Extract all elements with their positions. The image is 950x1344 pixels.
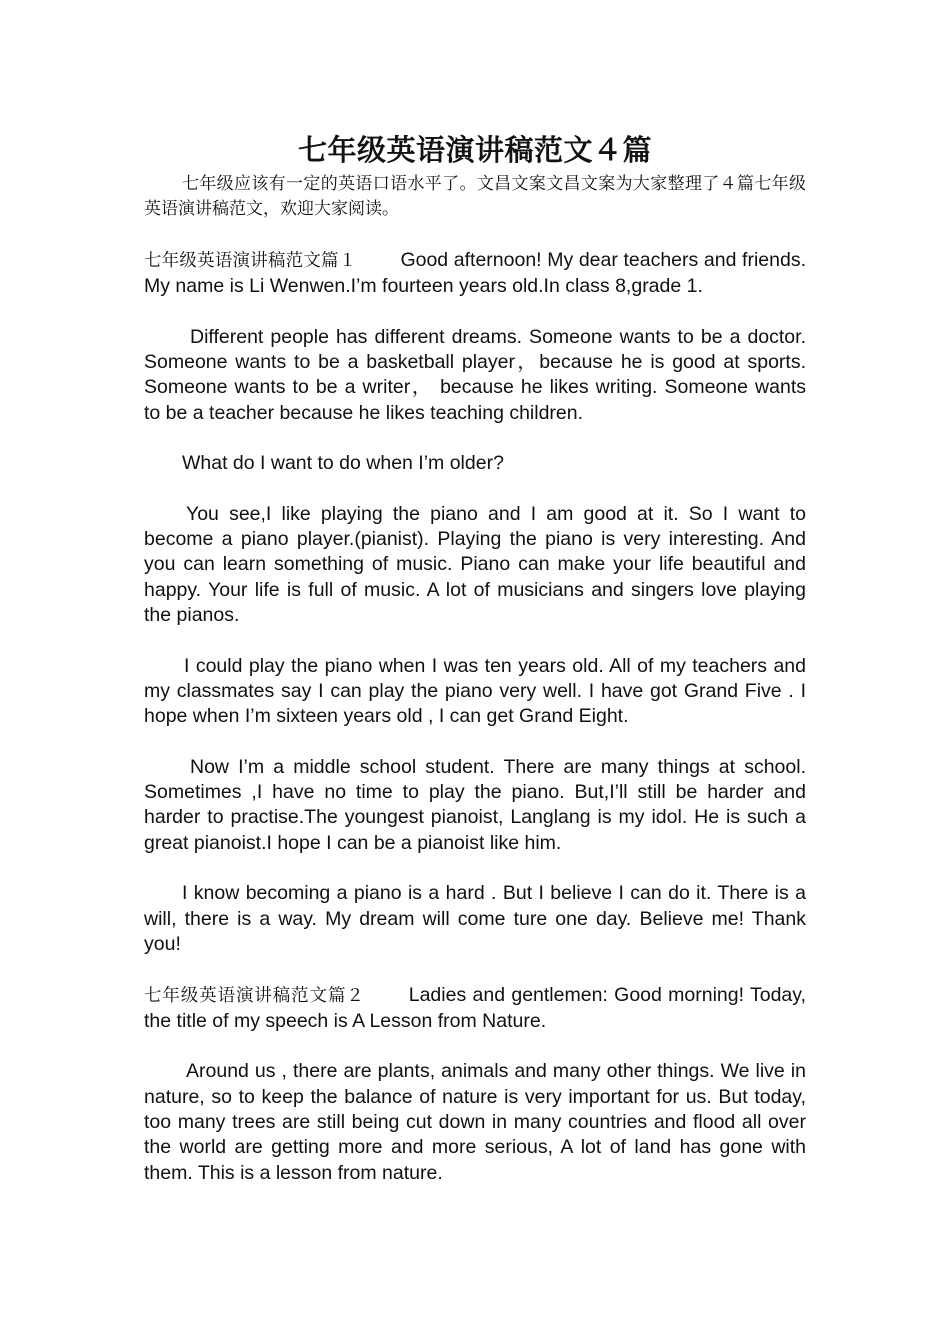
section1-heading: 七年级英语演讲稿范文篇１ [144,250,357,271]
section1-paragraph-5: Now I’m a middle school student. There are many things at school. Sometimes ,I have no time to play the piano. But,I’ll still be harder and harder to practise.The youngest pianoist, Langlang is my idol. He is such a great pianoist.I hope I can be a pianoist like him. [144,755,806,854]
section1-paragraph-1: Different people has different dreams. Someone wants to be a doctor. Someone wants to be a basketball player，because he is good at sports. Someone wants to be a writer， because he likes writing. Someone wants to be a teacher because he likes teaching children. [144,325,806,424]
paragraph-gap [144,856,806,881]
section2-opening-text: Ladies and gentlemen: Good morning! Today, the title of my speech is A Lesson from Nature. [144,983,806,1032]
section2-opening [144,983,806,1035]
paragraph-gap [144,299,806,324]
paragraph-gap [144,628,806,653]
paragraph-gap [144,426,806,451]
document-page [144,128,806,1186]
paragraph-gap [144,223,806,248]
section1-paragraph-2: What do I want to do when I’m older? [182,452,504,475]
section1-opening [144,248,806,300]
paragraph-gap [144,477,806,502]
intro-paragraph: 七年级应该有一定的英语口语水平了。文昌文案文昌文案为大家整理了４篇七年级英语演讲稿范文，欢迎大家阅读。 [144,174,806,220]
paragraph-gap [144,957,806,982]
document-title: 七年级英语演讲稿范文４篇 [297,133,652,167]
section1-opening-text: Good afternoon! My dear teachers and friends. My name is Li Wenwen.I’m fourteen years old.In class 8,grade 1. [144,248,806,298]
section2-paragraph-1: Around us , there are plants, animals and many other things. We live in nature, so to keep the balance of nature is very important for us. But today, too many trees are still being cut down in many countries and flood all over the world are getting more and more serious, A lot of land has gone with them. This is a lesson from nature. [144,1060,806,1184]
paragraph-gap [144,1034,806,1059]
section1-paragraph-6: I know becoming a piano is a hard . But I believe I can do it. There is a will, there is a way. My dream will come ture one day. Believe me! Thank you! [144,882,806,955]
section2-heading: 七年级英语演讲稿范文篇２ [144,985,365,1006]
section1-paragraph-4: I could play the piano when I was ten years old. All of my teachers and my classmates say I can play the piano very well. I have got Grand Five . I hope when I’m sixteen years old , I can get Grand Eight. [144,654,806,728]
paragraph-gap [144,730,806,755]
section1-paragraph-3: You see,I like playing the piano and I am good at it. So I want to become a piano player.(pianist). Playing the piano is very interesting. And you can learn something of music. Piano can make your life beautiful and happy. Your life is full of music. A lot of musicians and singers love playing the pianos. [144,502,806,627]
